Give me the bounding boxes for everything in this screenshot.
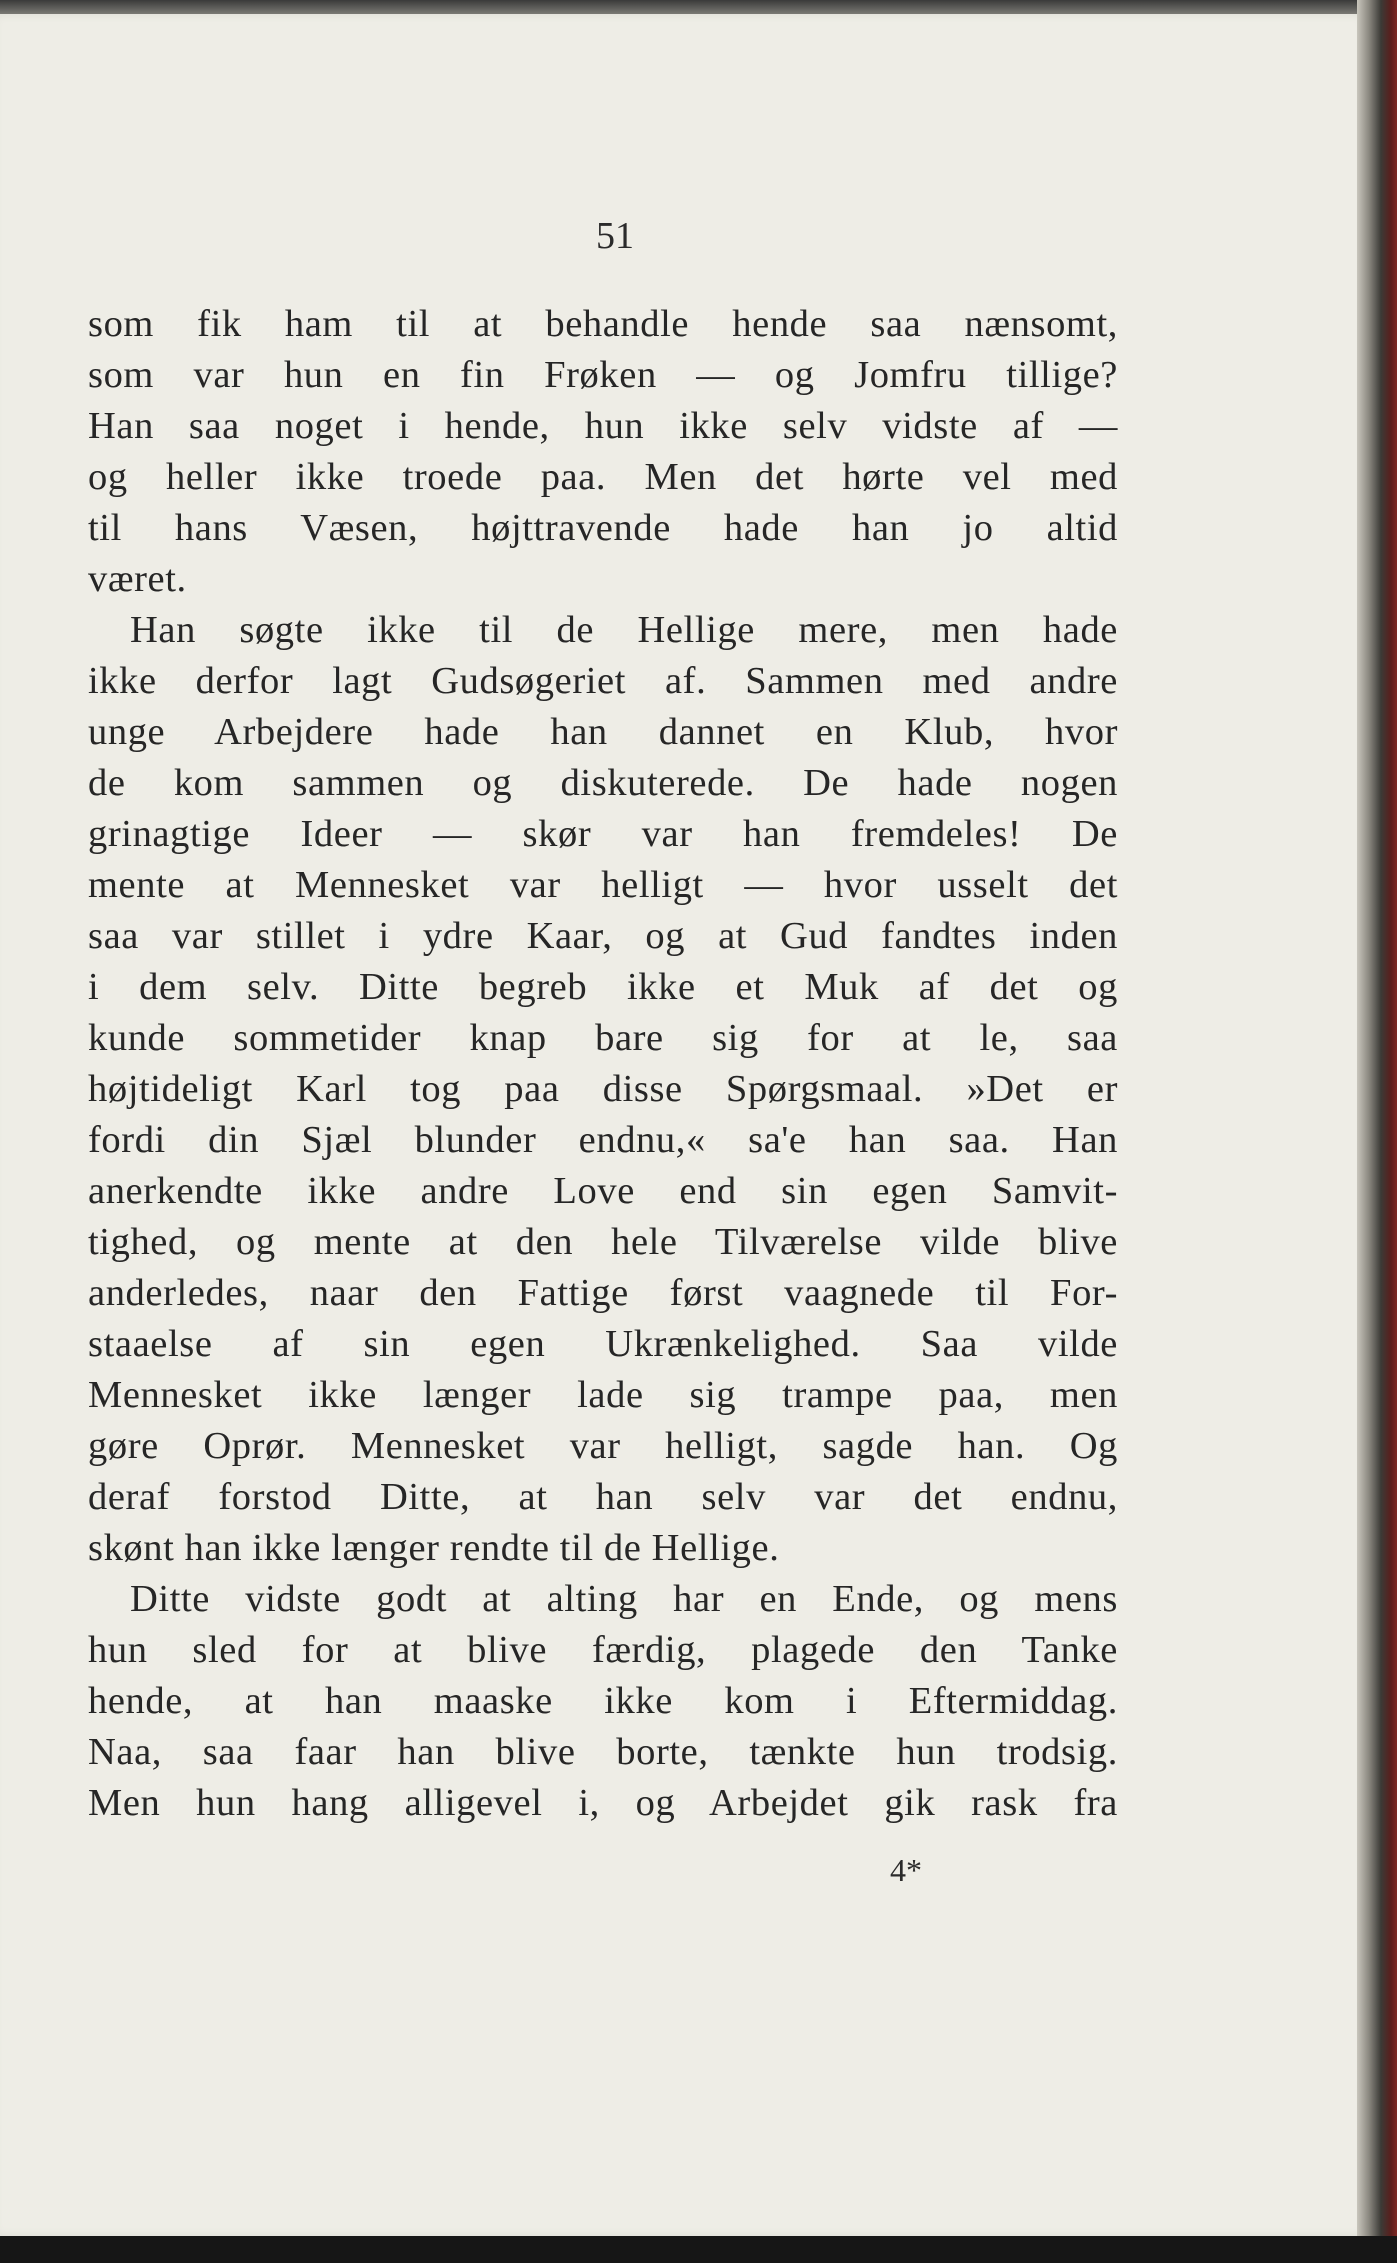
text-line: højtideligt Karl tog paa disse Spørgsmaal. »Det er <box>88 1068 1118 1110</box>
text-line: de kom sammen og diskuterede. De hade nogen <box>88 762 1118 804</box>
text-line: Han saa noget i hende, hun ikke selv vidste af — <box>88 405 1118 447</box>
text-line: unge Arbejdere hade han dannet en Klub, hvor <box>88 711 1118 753</box>
text-line: fordi din Sjæl blunder endnu,« sa'e han saa. Han <box>88 1119 1118 1161</box>
text-line: til hans Væsen, højttravende hade han jo altid <box>88 507 1118 549</box>
text-line: og heller ikke troede paa. Men det hørte vel med <box>88 456 1118 498</box>
text-line: Mennesket ikke længer lade sig trampe paa, men <box>88 1374 1118 1416</box>
body-text <box>88 299 1118 1829</box>
text-line: i dem selv. Ditte begreb ikke et Muk af det og <box>88 966 1118 1008</box>
text-line: kunde sommetider knap bare sig for at le, saa <box>88 1017 1118 1059</box>
text-line: Han søgte ikke til de Hellige mere, men hade <box>130 609 1118 651</box>
page-number: 51 <box>596 215 634 257</box>
text-line: tighed, og mente at den hele Tilværelse vilde blive <box>88 1221 1118 1263</box>
text-line: deraf forstod Ditte, at han selv var det endnu, <box>88 1476 1118 1518</box>
text-line: Men hun hang alligevel i, og Arbejdet gik rask fra <box>88 1782 1118 1824</box>
text-line: Ditte vidste godt at alting har en Ende, og mens <box>130 1578 1118 1620</box>
book-spine-edge <box>1357 0 1397 2263</box>
text-line: som var hun en fin Frøken — og Jomfru tillige? <box>88 354 1118 396</box>
scan-bottom-edge <box>0 2236 1397 2263</box>
book-page <box>0 14 1370 2236</box>
text-line: anerkendte ikke andre Love end sin egen Samvit- <box>88 1170 1118 1212</box>
text-line: Naa, saa faar han blive borte, tænkte hun trodsig. <box>88 1731 1118 1773</box>
scan-top-edge <box>0 0 1397 14</box>
text-line: hende, at han maaske ikke kom i Eftermiddag. <box>88 1680 1118 1722</box>
text-line: mente at Mennesket var helligt — hvor usselt det <box>88 864 1118 906</box>
text-line: anderledes, naar den Fattige først vaagnede til For- <box>88 1272 1118 1314</box>
text-line: ikke derfor lagt Gudsøgeriet af. Sammen med andre <box>88 660 1118 702</box>
text-line: hun sled for at blive færdig, plagede den Tanke <box>88 1629 1118 1671</box>
text-line: været. <box>88 558 187 600</box>
text-line: grinagtige Ideer — skør var han fremdeles! De <box>88 813 1118 855</box>
text-line: saa var stillet i ydre Kaar, og at Gud fandtes inden <box>88 915 1118 957</box>
text-line: staaelse af sin egen Ukrænkelighed. Saa vilde <box>88 1323 1118 1365</box>
text-line: skønt han ikke længer rendte til de Hellige. <box>88 1527 780 1569</box>
text-line: gøre Oprør. Mennesket var helligt, sagde han. Og <box>88 1425 1118 1467</box>
text-line: som fik ham til at behandle hende saa nænsomt, <box>88 303 1118 345</box>
signature-mark: 4* <box>890 1852 922 1888</box>
